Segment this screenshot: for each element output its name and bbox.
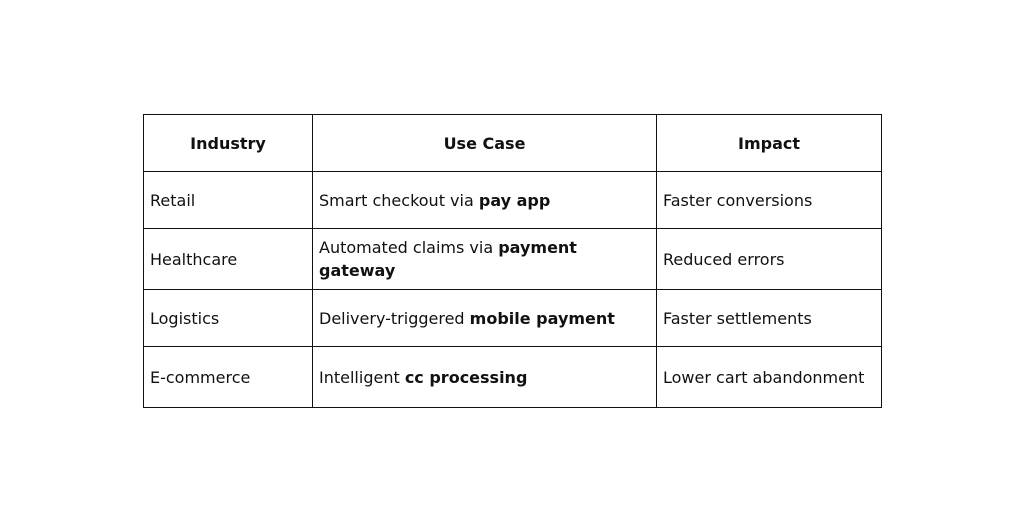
use-case-table — [143, 114, 882, 408]
cell-industry: Logistics — [144, 290, 313, 347]
header-impact: Impact — [657, 115, 882, 172]
comparison-table-container — [143, 114, 881, 408]
use-case-keyword: cc processing — [404, 367, 528, 387]
cell-use-case — [313, 290, 657, 347]
cell-use-case — [313, 229, 657, 290]
use-case-text: Delivery-triggered — [319, 308, 470, 328]
header-industry: Industry — [144, 115, 313, 172]
use-case-text: Smart checkout via — [319, 190, 479, 210]
table-row — [144, 229, 882, 290]
use-case-keyword: payment gateway — [319, 238, 577, 280]
cell-impact: Faster settlements — [657, 290, 882, 347]
cell-industry: Retail — [144, 172, 313, 229]
cell-use-case — [313, 347, 657, 408]
table-row — [144, 347, 882, 408]
cell-industry: E-commerce — [144, 347, 313, 408]
table-header-row — [144, 115, 882, 172]
cell-industry: Healthcare — [144, 229, 313, 290]
cell-use-case — [313, 172, 657, 229]
cell-impact: Faster conversions — [657, 172, 882, 229]
cell-impact: Lower cart abandonment — [657, 347, 882, 408]
table-row — [144, 172, 882, 229]
cell-impact: Reduced errors — [657, 229, 882, 290]
use-case-keyword: mobile payment — [469, 308, 615, 328]
table-row — [144, 290, 882, 347]
use-case-text: Automated claims via — [319, 238, 499, 257]
use-case-keyword: pay app — [478, 190, 551, 210]
header-use-case: Use Case — [313, 115, 657, 172]
use-case-text: Intelligent — [319, 367, 405, 387]
